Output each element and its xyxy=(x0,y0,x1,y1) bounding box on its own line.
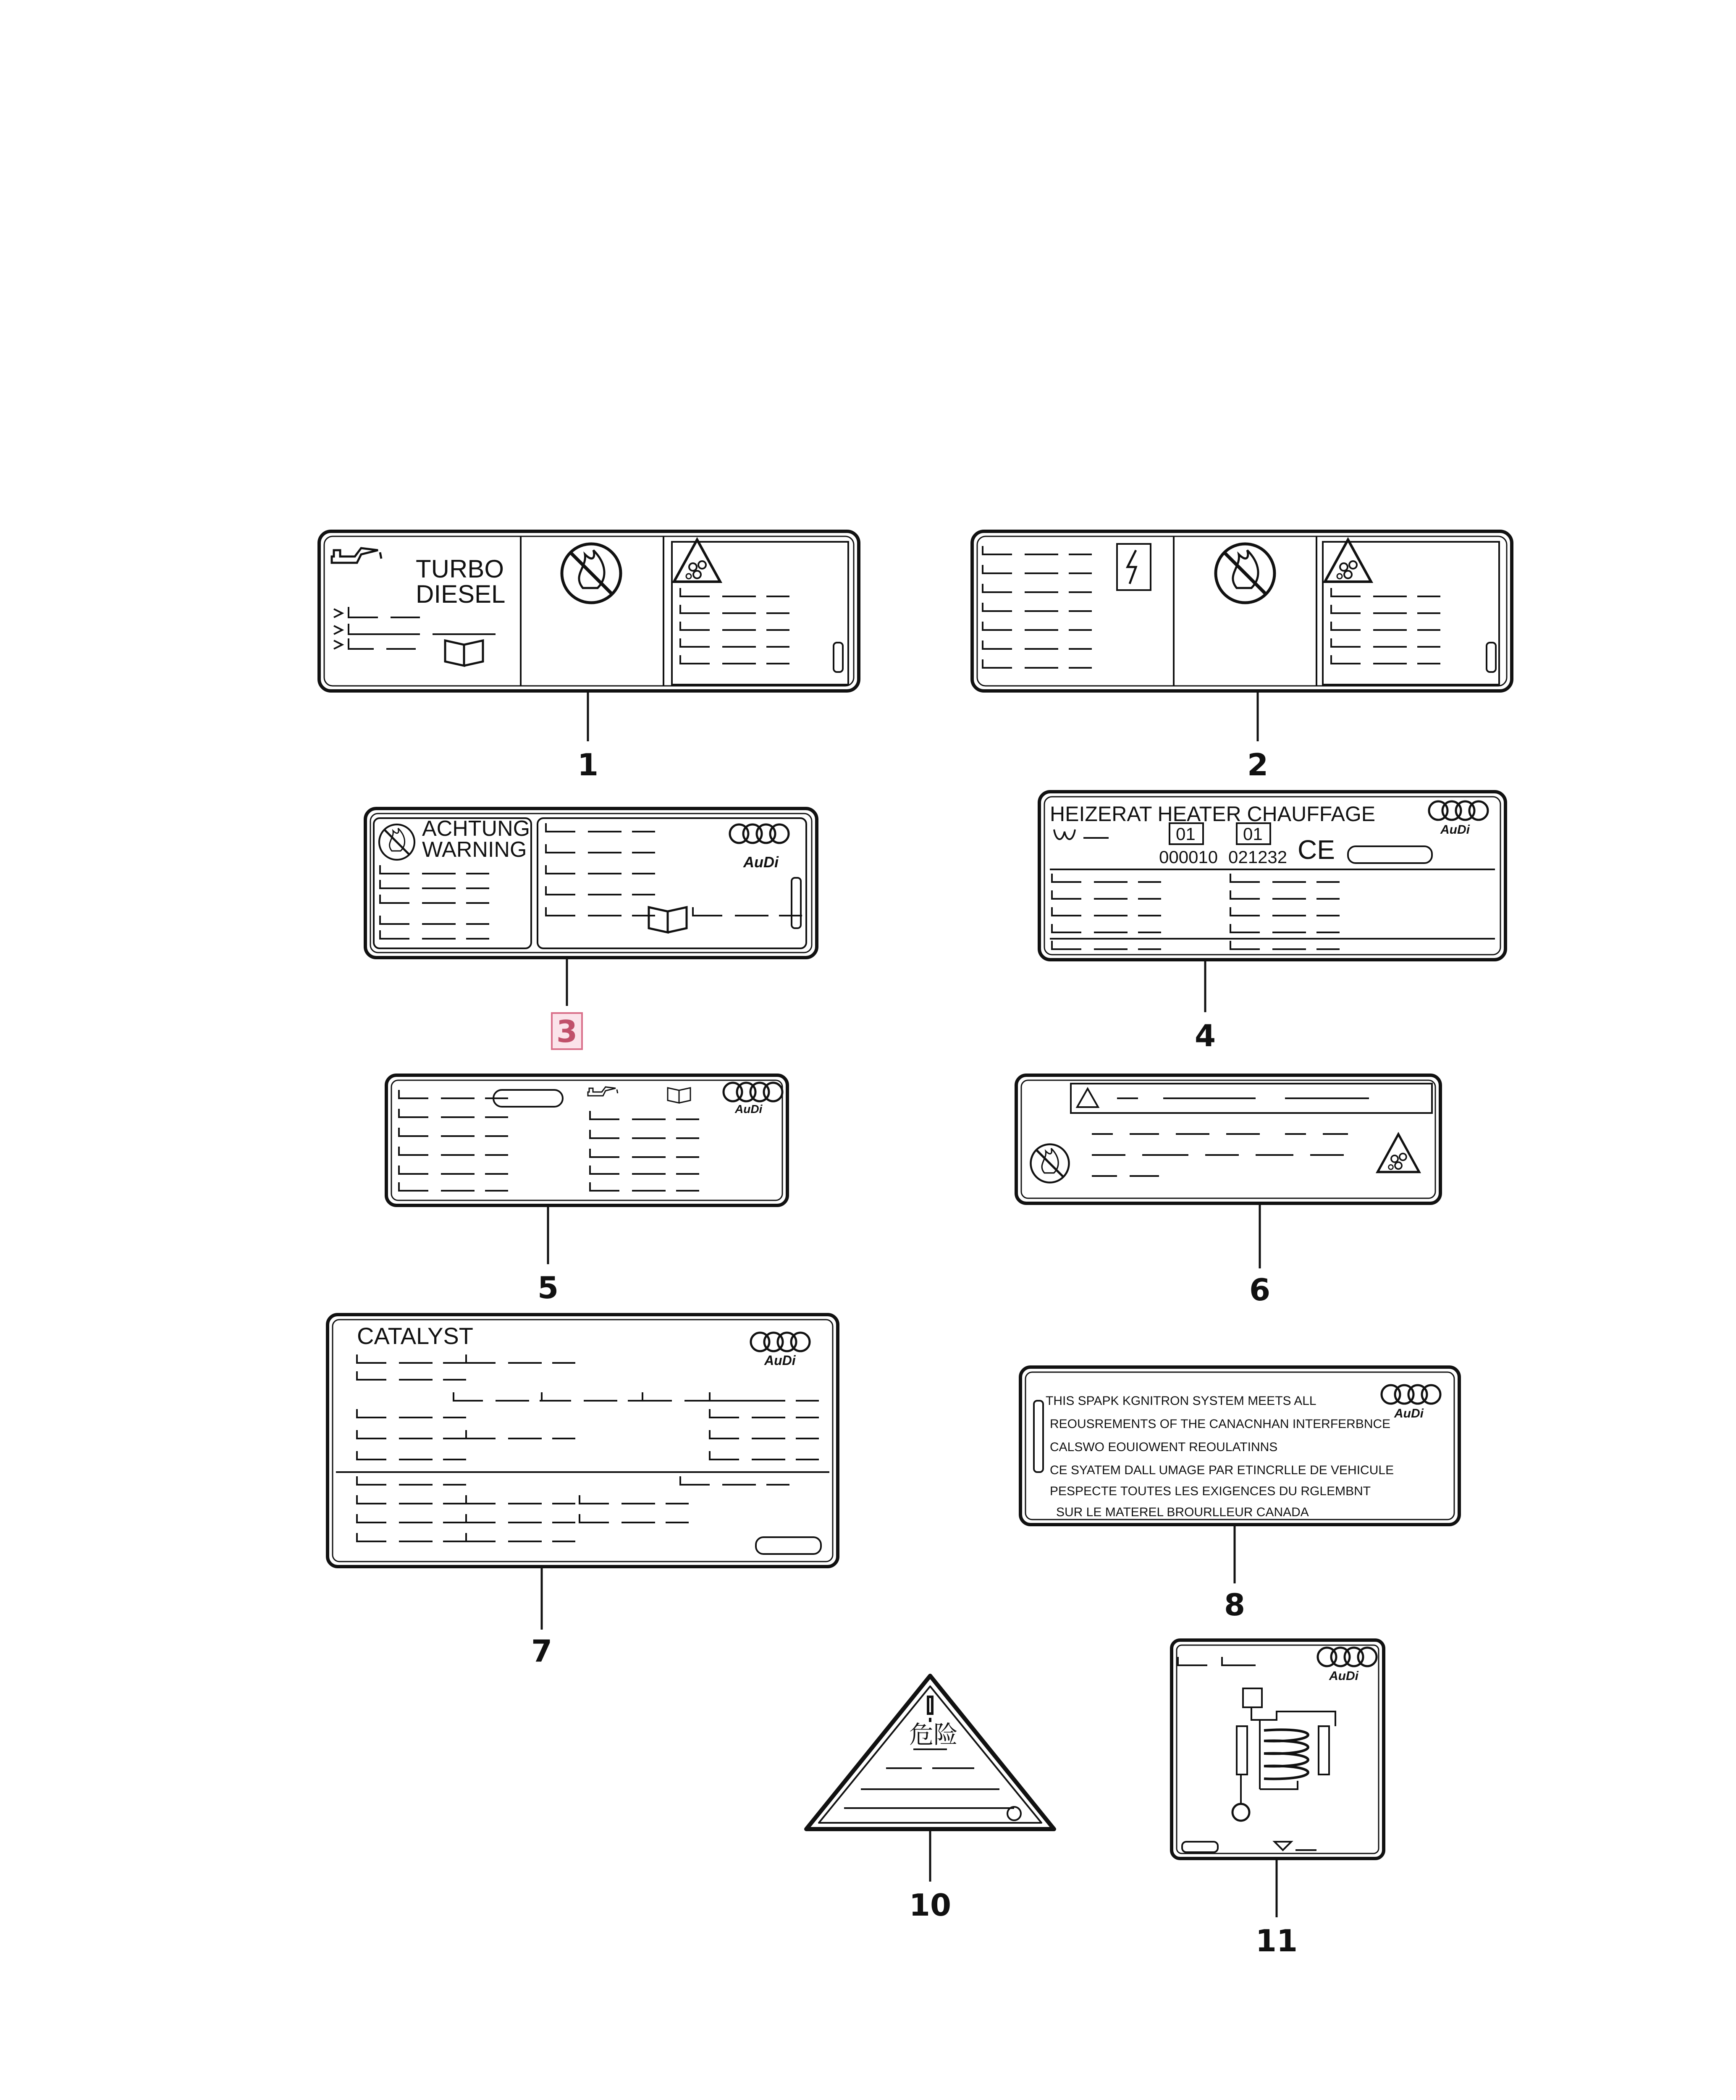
label8-line-5: SUR LE MATEREL BROURLLEUR CANADA xyxy=(1056,1505,1309,1519)
callout-2[interactable]: 2 xyxy=(1247,747,1269,782)
callout-5[interactable]: 5 xyxy=(537,1270,559,1305)
label4-code2: 021232 xyxy=(1228,847,1288,867)
label-8 xyxy=(1020,1367,1459,1583)
label-2 xyxy=(972,531,1512,741)
label-1 xyxy=(319,531,859,741)
callout-6[interactable]: 6 xyxy=(1249,1272,1271,1307)
label4-header: HEIZERAT HEATER CHAUFFAGE xyxy=(1050,802,1376,826)
label7-title: CATALYST xyxy=(357,1323,473,1349)
callout-11[interactable]: 11 xyxy=(1255,1923,1298,1958)
callout-8[interactable]: 8 xyxy=(1224,1587,1246,1622)
label8-line-0: THIS SPAPK KGNITRON SYSTEM MEETS ALL xyxy=(1046,1394,1316,1408)
label8-line-1: REOUSREMENTS OF THE CANACNHAN INTERFERBNCE xyxy=(1050,1417,1391,1431)
label4-box1: 01 xyxy=(1176,824,1196,844)
label4-ce: CE xyxy=(1298,835,1335,865)
label10-glyph: 危险 xyxy=(909,1720,958,1749)
label4-box2: 01 xyxy=(1243,824,1263,844)
callout-1[interactable]: 1 xyxy=(577,747,599,782)
callout-3[interactable]: 3 xyxy=(551,1012,583,1050)
label-11 xyxy=(1172,1640,1384,1917)
label1-title2: DIESEL xyxy=(416,580,506,608)
label3-title1: ACHTUNG xyxy=(422,816,530,841)
label4-logo: AuDi xyxy=(1440,823,1470,837)
label1-title1: TURBO xyxy=(416,555,504,583)
callout-10[interactable]: 10 xyxy=(909,1887,952,1923)
label-6 xyxy=(1016,1075,1440,1268)
label8-line-3: CE SYATEM DALL UMAGE PAR ETINCRLLE DE VEHICULE xyxy=(1050,1463,1394,1477)
label7-logo: AuDi xyxy=(764,1353,796,1368)
label-4 xyxy=(1039,792,1505,1012)
label-5 xyxy=(386,1075,787,1264)
label3-logo: AuDi xyxy=(743,853,779,871)
label8-logo: AuDi xyxy=(1394,1407,1424,1420)
callout-4[interactable]: 4 xyxy=(1194,1018,1216,1053)
label8-line-4: PESPECTE TOUTES LES EXIGENCES DU RGLEMBNT xyxy=(1050,1484,1371,1498)
label3-title2: WARNING xyxy=(422,837,527,862)
label-10 xyxy=(806,1676,1054,1882)
label-7 xyxy=(328,1315,838,1630)
callout-7[interactable]: 7 xyxy=(531,1633,553,1669)
label-3 xyxy=(365,808,817,1006)
label5-logo: AuDi xyxy=(735,1102,763,1116)
label11-logo: AuDi xyxy=(1329,1669,1358,1683)
label4-code1: 000010 xyxy=(1159,847,1218,867)
label8-line-2: CALSWO EOUIOWENT REOULATINNS xyxy=(1050,1440,1278,1454)
